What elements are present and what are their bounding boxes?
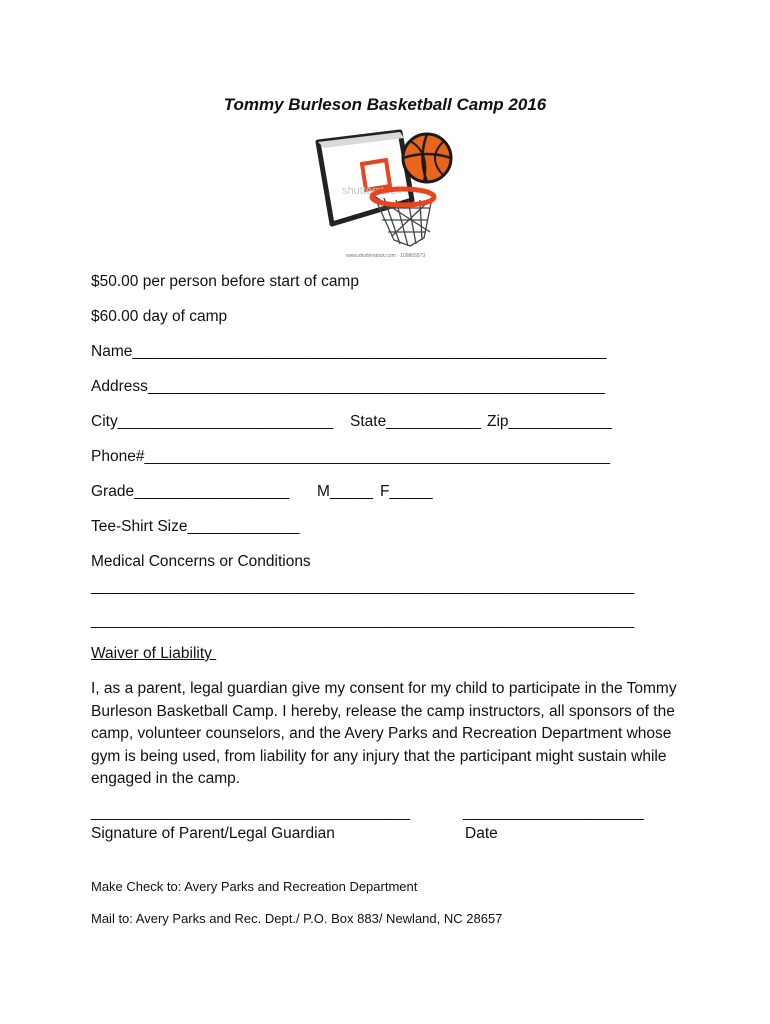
signature-line[interactable]: _____________________________________ [91, 804, 410, 821]
phone-field[interactable]: Phone#______________________________________________________ [91, 448, 610, 465]
make-check-to: Make Check to: Avery Parks and Recreation Department [91, 879, 418, 894]
medical-line-1[interactable]: _______________________________________________________________ [91, 578, 635, 595]
clipart-credit: www.shutterstock.com · 109865573 [346, 253, 426, 259]
page-title: Tommy Burleson Basketball Camp 2016 [223, 95, 547, 114]
date-label: Date [465, 825, 498, 842]
medical-label: Medical Concerns or Conditions [91, 553, 311, 570]
waiver-text: I, as a parent, legal guardian give my consent for my child to participate in the Tommy Burleson Basketball Camp. I hereby, release the camp instructors, all sponsors of the camp, volunteer counselors, and the Avery Parks and Recreation Department whose gym is being used, from liability for any injury that the participant might sustain while engaged in the camp. [91, 680, 677, 787]
signature-label: Signature of Parent/Legal Guardian [91, 825, 335, 842]
grade-field[interactable]: Grade__________________ [91, 483, 290, 500]
mail-to: Mail to: Avery Parks and Rec. Dept./ P.O. Box 883/ Newland, NC 28657 [91, 911, 503, 926]
watermark-text: shutterstock [342, 185, 402, 197]
price-day-of: $60.00 day of camp [91, 308, 228, 325]
city-field[interactable]: City_________________________ [91, 413, 334, 430]
date-line[interactable]: _____________________ [463, 804, 645, 821]
waiver-heading: Waiver of Liability [91, 645, 217, 662]
tee-shirt-size-field[interactable]: Tee-Shirt Size_____________ [91, 518, 300, 535]
male-field[interactable]: M_____ [317, 483, 374, 500]
medical-line-2[interactable]: _______________________________________________________________ [91, 612, 635, 629]
female-field[interactable]: F_____ [380, 483, 433, 500]
state-field[interactable]: State___________ [350, 413, 482, 430]
address-field[interactable]: Address_____________________________________________________ [91, 378, 605, 395]
backboard [318, 132, 412, 224]
basketball [403, 134, 451, 182]
basketball-hoop-icon [312, 128, 462, 260]
price-before: $50.00 per person before start of camp [91, 273, 359, 290]
name-field[interactable]: Name_______________________________________________________ [91, 343, 607, 360]
zip-field[interactable]: Zip____________ [487, 413, 612, 430]
